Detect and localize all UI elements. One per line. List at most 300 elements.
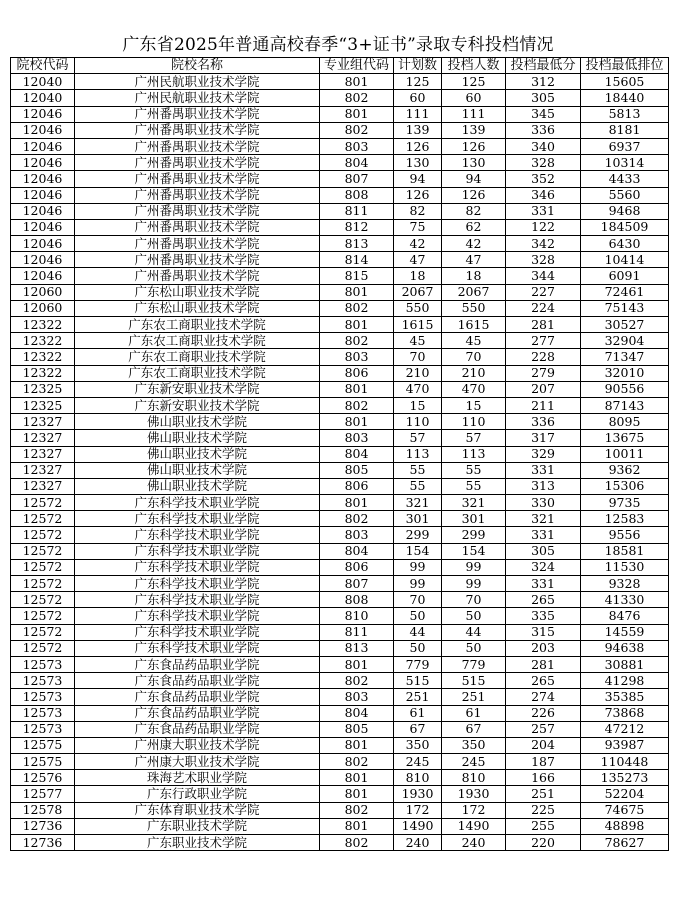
cell-school-name: 广东新安职业技术学院 <box>75 381 320 397</box>
cell-min-score: 204 <box>506 737 581 753</box>
cell-plan-count: 70 <box>394 349 442 365</box>
cell-school-code: 12736 <box>11 818 75 834</box>
cell-admitted-count: 550 <box>442 300 506 316</box>
cell-min-rank: 93987 <box>581 737 669 753</box>
cell-plan-count: 15 <box>394 397 442 413</box>
cell-school-code: 12046 <box>11 171 75 187</box>
cell-min-score: 281 <box>506 317 581 333</box>
table-row <box>11 155 669 171</box>
table-row <box>11 349 669 365</box>
table-row <box>11 397 669 413</box>
cell-school-name: 广州番禺职业技术学院 <box>75 268 320 284</box>
cell-school-code: 12046 <box>11 203 75 219</box>
cell-plan-count: 245 <box>394 754 442 770</box>
cell-min-score: 207 <box>506 381 581 397</box>
cell-admitted-count: 45 <box>442 333 506 349</box>
cell-school-code: 12322 <box>11 365 75 381</box>
cell-school-name: 广东松山职业技术学院 <box>75 300 320 316</box>
cell-admitted-count: 70 <box>442 592 506 608</box>
cell-school-name: 广东食品药品职业学院 <box>75 673 320 689</box>
cell-admitted-count: 50 <box>442 608 506 624</box>
cell-plan-count: 515 <box>394 673 442 689</box>
cell-group-code: 812 <box>320 219 394 235</box>
cell-plan-count: 130 <box>394 155 442 171</box>
cell-plan-count: 67 <box>394 721 442 737</box>
cell-plan-count: 44 <box>394 624 442 640</box>
cell-school-code: 12577 <box>11 786 75 802</box>
cell-school-name: 广东食品药品职业学院 <box>75 689 320 705</box>
table-row <box>11 171 669 187</box>
cell-min-rank: 9556 <box>581 527 669 543</box>
table-row <box>11 203 669 219</box>
cell-admitted-count: 110 <box>442 414 506 430</box>
cell-school-name: 广东体育职业技术学院 <box>75 802 320 818</box>
cell-school-name: 广州番禺职业技术学院 <box>75 219 320 235</box>
cell-school-code: 12327 <box>11 478 75 494</box>
cell-school-name: 广州番禺职业技术学院 <box>75 106 320 122</box>
cell-group-code: 803 <box>320 527 394 543</box>
cell-plan-count: 50 <box>394 608 442 624</box>
cell-admitted-count: 245 <box>442 754 506 770</box>
cell-admitted-count: 70 <box>442 349 506 365</box>
cell-plan-count: 42 <box>394 236 442 252</box>
cell-school-name: 广州番禺职业技术学院 <box>75 236 320 252</box>
cell-min-score: 224 <box>506 300 581 316</box>
cell-plan-count: 139 <box>394 122 442 138</box>
cell-admitted-count: 1615 <box>442 317 506 333</box>
cell-school-code: 12576 <box>11 770 75 786</box>
cell-min-score: 312 <box>506 74 581 90</box>
admission-table <box>10 57 669 851</box>
cell-admitted-count: 111 <box>442 106 506 122</box>
cell-group-code: 803 <box>320 430 394 446</box>
table-row <box>11 640 669 656</box>
cell-min-rank: 32010 <box>581 365 669 381</box>
cell-plan-count: 50 <box>394 640 442 656</box>
cell-school-code: 12327 <box>11 462 75 478</box>
cell-admitted-count: 1490 <box>442 818 506 834</box>
cell-min-rank: 87143 <box>581 397 669 413</box>
cell-group-code: 804 <box>320 705 394 721</box>
cell-plan-count: 18 <box>394 268 442 284</box>
cell-school-code: 12572 <box>11 495 75 511</box>
cell-plan-count: 154 <box>394 543 442 559</box>
cell-plan-count: 125 <box>394 74 442 90</box>
cell-min-rank: 9362 <box>581 462 669 478</box>
cell-group-code: 802 <box>320 511 394 527</box>
table-row <box>11 689 669 705</box>
cell-school-code: 12573 <box>11 656 75 672</box>
cell-group-code: 802 <box>320 90 394 106</box>
cell-school-name: 广州康大职业技术学院 <box>75 737 320 753</box>
cell-group-code: 805 <box>320 462 394 478</box>
cell-school-name: 广州民航职业技术学院 <box>75 74 320 90</box>
cell-school-name: 广东科学技术职业学院 <box>75 624 320 640</box>
cell-plan-count: 301 <box>394 511 442 527</box>
cell-school-name: 广州番禺职业技术学院 <box>75 138 320 154</box>
table-row <box>11 219 669 235</box>
cell-admitted-count: 99 <box>442 576 506 592</box>
cell-school-name: 广州康大职业技术学院 <box>75 754 320 770</box>
cell-min-rank: 94638 <box>581 640 669 656</box>
header-min-rank: 投档最低排位 <box>581 58 669 74</box>
table-row <box>11 754 669 770</box>
cell-school-name: 广州番禺职业技术学院 <box>75 171 320 187</box>
cell-school-name: 广东科学技术职业学院 <box>75 527 320 543</box>
table-row <box>11 527 669 543</box>
cell-admitted-count: 126 <box>442 138 506 154</box>
cell-school-name: 广东科学技术职业学院 <box>75 559 320 575</box>
cell-plan-count: 321 <box>394 495 442 511</box>
cell-school-name: 广东农工商职业技术学院 <box>75 317 320 333</box>
cell-school-name: 广东科学技术职业学院 <box>75 640 320 656</box>
table-row <box>11 608 669 624</box>
cell-school-code: 12322 <box>11 333 75 349</box>
cell-min-rank: 41298 <box>581 673 669 689</box>
cell-admitted-count: 350 <box>442 737 506 753</box>
cell-admitted-count: 125 <box>442 74 506 90</box>
cell-min-score: 265 <box>506 673 581 689</box>
header-school-code: 院校代码 <box>11 58 75 74</box>
cell-plan-count: 350 <box>394 737 442 753</box>
table-row <box>11 74 669 90</box>
table-row <box>11 511 669 527</box>
cell-school-name: 广州番禺职业技术学院 <box>75 252 320 268</box>
cell-min-score: 315 <box>506 624 581 640</box>
header-min-score: 投档最低分 <box>506 58 581 74</box>
cell-school-name: 广州番禺职业技术学院 <box>75 203 320 219</box>
cell-school-name: 广东职业技术学院 <box>75 818 320 834</box>
cell-group-code: 801 <box>320 818 394 834</box>
table-row <box>11 559 669 575</box>
cell-min-rank: 5813 <box>581 106 669 122</box>
cell-min-rank: 18581 <box>581 543 669 559</box>
cell-plan-count: 299 <box>394 527 442 543</box>
cell-school-name: 广东新安职业技术学院 <box>75 397 320 413</box>
table-row <box>11 252 669 268</box>
table-row <box>11 187 669 203</box>
cell-school-name: 广东行政职业学院 <box>75 786 320 802</box>
table-row <box>11 656 669 672</box>
table-body <box>11 74 669 851</box>
cell-min-rank: 32904 <box>581 333 669 349</box>
cell-school-code: 12327 <box>11 414 75 430</box>
cell-min-score: 228 <box>506 349 581 365</box>
cell-admitted-count: 515 <box>442 673 506 689</box>
cell-min-rank: 135273 <box>581 770 669 786</box>
cell-group-code: 801 <box>320 414 394 430</box>
cell-school-name: 广州番禺职业技术学院 <box>75 187 320 203</box>
cell-min-rank: 78627 <box>581 835 669 851</box>
cell-admitted-count: 44 <box>442 624 506 640</box>
cell-group-code: 804 <box>320 155 394 171</box>
cell-admitted-count: 62 <box>442 219 506 235</box>
cell-plan-count: 82 <box>394 203 442 219</box>
cell-group-code: 802 <box>320 835 394 851</box>
cell-min-score: 317 <box>506 430 581 446</box>
cell-admitted-count: 139 <box>442 122 506 138</box>
cell-school-code: 12046 <box>11 252 75 268</box>
cell-group-code: 801 <box>320 381 394 397</box>
cell-group-code: 802 <box>320 122 394 138</box>
cell-school-code: 12572 <box>11 527 75 543</box>
cell-plan-count: 99 <box>394 576 442 592</box>
table-row <box>11 284 669 300</box>
cell-min-score: 321 <box>506 511 581 527</box>
cell-school-code: 12046 <box>11 155 75 171</box>
cell-group-code: 811 <box>320 624 394 640</box>
cell-admitted-count: 251 <box>442 689 506 705</box>
cell-min-rank: 5560 <box>581 187 669 203</box>
cell-min-score: 225 <box>506 802 581 818</box>
cell-plan-count: 70 <box>394 592 442 608</box>
cell-min-rank: 30527 <box>581 317 669 333</box>
cell-admitted-count: 470 <box>442 381 506 397</box>
table-row <box>11 770 669 786</box>
cell-group-code: 802 <box>320 802 394 818</box>
cell-group-code: 808 <box>320 187 394 203</box>
cell-min-score: 345 <box>506 106 581 122</box>
cell-plan-count: 110 <box>394 414 442 430</box>
cell-min-score: 251 <box>506 786 581 802</box>
cell-plan-count: 57 <box>394 430 442 446</box>
cell-group-code: 801 <box>320 770 394 786</box>
cell-plan-count: 251 <box>394 689 442 705</box>
cell-min-score: 328 <box>506 155 581 171</box>
cell-admitted-count: 15 <box>442 397 506 413</box>
table-row <box>11 381 669 397</box>
table-row <box>11 414 669 430</box>
table-row <box>11 835 669 851</box>
cell-min-score: 346 <box>506 187 581 203</box>
cell-min-rank: 73868 <box>581 705 669 721</box>
cell-group-code: 801 <box>320 284 394 300</box>
cell-min-rank: 11530 <box>581 559 669 575</box>
table-row <box>11 90 669 106</box>
cell-group-code: 806 <box>320 365 394 381</box>
cell-group-code: 802 <box>320 673 394 689</box>
cell-min-rank: 110448 <box>581 754 669 770</box>
table-row <box>11 333 669 349</box>
cell-min-rank: 6937 <box>581 138 669 154</box>
cell-school-code: 12573 <box>11 673 75 689</box>
cell-min-score: 281 <box>506 656 581 672</box>
cell-admitted-count: 210 <box>442 365 506 381</box>
cell-group-code: 802 <box>320 754 394 770</box>
cell-school-name: 广东科学技术职业学院 <box>75 543 320 559</box>
table-row <box>11 592 669 608</box>
cell-plan-count: 126 <box>394 187 442 203</box>
cell-admitted-count: 82 <box>442 203 506 219</box>
table-row <box>11 576 669 592</box>
cell-group-code: 801 <box>320 737 394 753</box>
cell-school-code: 12572 <box>11 640 75 656</box>
cell-school-code: 12040 <box>11 74 75 90</box>
cell-min-rank: 75143 <box>581 300 669 316</box>
table-row <box>11 478 669 494</box>
cell-group-code: 801 <box>320 786 394 802</box>
table-row <box>11 365 669 381</box>
table-row <box>11 624 669 640</box>
cell-plan-count: 779 <box>394 656 442 672</box>
cell-school-name: 广东食品药品职业学院 <box>75 705 320 721</box>
cell-group-code: 808 <box>320 592 394 608</box>
header-school-name: 院校名称 <box>75 58 320 74</box>
cell-min-rank: 90556 <box>581 381 669 397</box>
cell-school-name: 广东食品药品职业学院 <box>75 656 320 672</box>
cell-min-rank: 52204 <box>581 786 669 802</box>
cell-school-name: 广东农工商职业技术学院 <box>75 349 320 365</box>
cell-school-code: 12575 <box>11 737 75 753</box>
cell-plan-count: 55 <box>394 462 442 478</box>
cell-min-rank: 4433 <box>581 171 669 187</box>
cell-min-score: 328 <box>506 252 581 268</box>
cell-min-rank: 12583 <box>581 511 669 527</box>
cell-min-score: 352 <box>506 171 581 187</box>
cell-group-code: 802 <box>320 397 394 413</box>
cell-school-code: 12573 <box>11 705 75 721</box>
cell-min-rank: 6091 <box>581 268 669 284</box>
cell-min-score: 313 <box>506 478 581 494</box>
table-row <box>11 462 669 478</box>
cell-school-name: 广州民航职业技术学院 <box>75 90 320 106</box>
cell-plan-count: 75 <box>394 219 442 235</box>
cell-school-code: 12046 <box>11 187 75 203</box>
cell-school-name: 广东科学技术职业学院 <box>75 511 320 527</box>
cell-group-code: 803 <box>320 689 394 705</box>
cell-min-score: 340 <box>506 138 581 154</box>
cell-school-name: 佛山职业技术学院 <box>75 414 320 430</box>
cell-admitted-count: 2067 <box>442 284 506 300</box>
cell-plan-count: 113 <box>394 446 442 462</box>
document-title: 广东省2025年普通高校春季“3+证书”录取专科投档情况 <box>122 35 554 55</box>
cell-admitted-count: 126 <box>442 187 506 203</box>
cell-min-score: 336 <box>506 414 581 430</box>
header-plan-count: 计划数 <box>394 58 442 74</box>
cell-min-score: 279 <box>506 365 581 381</box>
cell-school-code: 12573 <box>11 689 75 705</box>
cell-school-name: 广州番禺职业技术学院 <box>75 155 320 171</box>
cell-min-score: 203 <box>506 640 581 656</box>
cell-min-rank: 14559 <box>581 624 669 640</box>
cell-group-code: 801 <box>320 495 394 511</box>
cell-min-score: 274 <box>506 689 581 705</box>
cell-school-code: 12573 <box>11 721 75 737</box>
table-row <box>11 317 669 333</box>
cell-plan-count: 210 <box>394 365 442 381</box>
cell-school-code: 12046 <box>11 138 75 154</box>
cell-min-score: 305 <box>506 90 581 106</box>
cell-plan-count: 550 <box>394 300 442 316</box>
cell-group-code: 813 <box>320 236 394 252</box>
cell-min-score: 331 <box>506 576 581 592</box>
table-row <box>11 721 669 737</box>
cell-school-code: 12736 <box>11 835 75 851</box>
table-row <box>11 446 669 462</box>
cell-school-code: 12572 <box>11 624 75 640</box>
cell-min-score: 331 <box>506 527 581 543</box>
cell-min-rank: 13675 <box>581 430 669 446</box>
cell-school-code: 12322 <box>11 349 75 365</box>
cell-min-score: 331 <box>506 203 581 219</box>
table-row <box>11 705 669 721</box>
cell-min-score: 330 <box>506 495 581 511</box>
cell-admitted-count: 172 <box>442 802 506 818</box>
cell-plan-count: 810 <box>394 770 442 786</box>
cell-group-code: 811 <box>320 203 394 219</box>
cell-min-score: 166 <box>506 770 581 786</box>
cell-min-rank: 30881 <box>581 656 669 672</box>
cell-plan-count: 99 <box>394 559 442 575</box>
cell-min-score: 226 <box>506 705 581 721</box>
cell-school-code: 12046 <box>11 236 75 252</box>
cell-admitted-count: 67 <box>442 721 506 737</box>
cell-school-code: 12572 <box>11 592 75 608</box>
cell-plan-count: 172 <box>394 802 442 818</box>
header-group-code: 专业组代码 <box>320 58 394 74</box>
cell-school-name: 珠海艺术职业学院 <box>75 770 320 786</box>
cell-group-code: 807 <box>320 171 394 187</box>
cell-plan-count: 126 <box>394 138 442 154</box>
cell-min-score: 324 <box>506 559 581 575</box>
cell-admitted-count: 55 <box>442 478 506 494</box>
table-header-row <box>11 58 669 74</box>
cell-admitted-count: 1930 <box>442 786 506 802</box>
cell-min-score: 187 <box>506 754 581 770</box>
cell-min-score: 220 <box>506 835 581 851</box>
cell-min-score: 277 <box>506 333 581 349</box>
cell-group-code: 801 <box>320 656 394 672</box>
cell-school-code: 12060 <box>11 300 75 316</box>
cell-min-score: 265 <box>506 592 581 608</box>
cell-min-score: 257 <box>506 721 581 737</box>
cell-min-score: 305 <box>506 543 581 559</box>
header-admitted-count: 投档人数 <box>442 58 506 74</box>
cell-plan-count: 1615 <box>394 317 442 333</box>
cell-admitted-count: 18 <box>442 268 506 284</box>
cell-school-code: 12572 <box>11 576 75 592</box>
cell-group-code: 806 <box>320 478 394 494</box>
cell-school-code: 12046 <box>11 268 75 284</box>
cell-min-rank: 18440 <box>581 90 669 106</box>
cell-admitted-count: 113 <box>442 446 506 462</box>
cell-min-score: 336 <box>506 122 581 138</box>
cell-admitted-count: 299 <box>442 527 506 543</box>
cell-min-rank: 72461 <box>581 284 669 300</box>
cell-min-rank: 41330 <box>581 592 669 608</box>
cell-group-code: 804 <box>320 543 394 559</box>
cell-admitted-count: 779 <box>442 656 506 672</box>
cell-school-name: 广东科学技术职业学院 <box>75 608 320 624</box>
table-row <box>11 495 669 511</box>
cell-school-code: 12572 <box>11 543 75 559</box>
cell-min-score: 331 <box>506 462 581 478</box>
cell-school-name: 广东食品药品职业学院 <box>75 721 320 737</box>
cell-school-code: 12327 <box>11 430 75 446</box>
cell-admitted-count: 321 <box>442 495 506 511</box>
cell-group-code: 803 <box>320 138 394 154</box>
cell-school-code: 12046 <box>11 106 75 122</box>
table-row <box>11 122 669 138</box>
cell-school-code: 12578 <box>11 802 75 818</box>
cell-min-rank: 35385 <box>581 689 669 705</box>
cell-school-name: 广东科学技术职业学院 <box>75 495 320 511</box>
cell-admitted-count: 154 <box>442 543 506 559</box>
cell-plan-count: 1490 <box>394 818 442 834</box>
table-row <box>11 430 669 446</box>
cell-min-rank: 47212 <box>581 721 669 737</box>
cell-admitted-count: 94 <box>442 171 506 187</box>
